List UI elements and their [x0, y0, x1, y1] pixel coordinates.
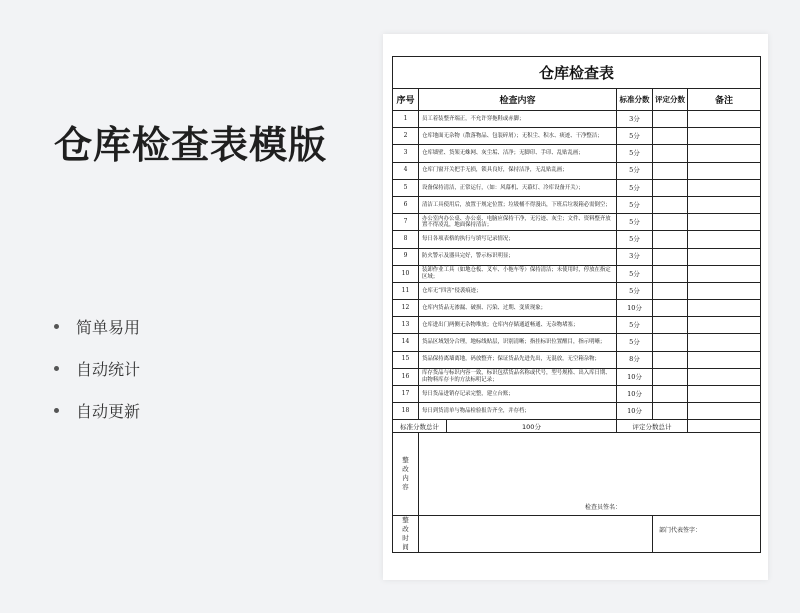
row-remark[interactable] — [688, 317, 761, 334]
dept-sign-field[interactable] — [653, 516, 761, 553]
row-standard-score: 5分 — [617, 282, 653, 299]
row-rating-score[interactable] — [653, 248, 688, 265]
row-rating-score[interactable] — [653, 334, 688, 351]
table-row — [393, 265, 761, 282]
row-standard-score: 5分 — [617, 162, 653, 179]
row-content: 库存货品与标识内容一致，标识包括货品名称或代号，型号规格、出入库日期、由物料库存卡的方法标明记录； — [419, 368, 617, 385]
row-content: 防火警示及器具完好，警示标识明显； — [419, 248, 617, 265]
row-rating-score[interactable] — [653, 162, 688, 179]
row-standard-score: 10分 — [617, 403, 653, 420]
row-content: 员工着装整齐端正，不允许穿拖鞋或赤脚； — [419, 111, 617, 128]
inspector-sign-label: 检查员签名： — [585, 504, 622, 512]
table-row — [393, 368, 761, 385]
row-remark[interactable] — [688, 214, 761, 231]
feature-label: 简单易用 — [76, 318, 141, 337]
row-standard-score: 5分 — [617, 231, 653, 248]
row-standard-score: 5分 — [617, 128, 653, 145]
row-standard-score: 5分 — [617, 334, 653, 351]
row-remark[interactable] — [688, 162, 761, 179]
row-standard-score: 10分 — [617, 368, 653, 385]
row-remark[interactable] — [688, 231, 761, 248]
row-content: 仓库门窗开关把手无损，锁具良好，保持洁净，无乱贴乱画； — [419, 162, 617, 179]
table-row — [393, 300, 761, 317]
feature-label: 自动统计 — [76, 360, 141, 379]
row-remark[interactable] — [688, 111, 761, 128]
row-content: 仓库内货品无渗漏、破损、污染、过期、变质现象； — [419, 300, 617, 317]
dept-sign-label: 部门代表签字： — [659, 527, 702, 535]
row-number: 5 — [393, 179, 419, 196]
row-standard-score: 3分 — [617, 248, 653, 265]
row-remark[interactable] — [688, 282, 761, 299]
row-number: 16 — [393, 368, 419, 385]
total-rating-value[interactable] — [688, 420, 761, 433]
row-standard-score: 10分 — [617, 300, 653, 317]
rectify-time-field[interactable] — [419, 516, 653, 553]
table-row — [393, 145, 761, 162]
bullet-icon — [54, 408, 59, 413]
row-rating-score[interactable] — [653, 265, 688, 282]
row-content: 清洁工具使用后，放置于规定位置；垃圾桶不得漫出，下班后垃圾箱必需倒空； — [419, 196, 617, 213]
row-number: 17 — [393, 386, 419, 403]
row-number: 11 — [393, 282, 419, 299]
row-rating-score[interactable] — [653, 196, 688, 213]
row-rating-score[interactable] — [653, 282, 688, 299]
rectify-time-label: 整 改 时 间 — [393, 516, 419, 553]
rectify-content-label: 整 改 内 容 — [393, 433, 419, 516]
row-content: 每日各项表格的执行与填写记录情况； — [419, 231, 617, 248]
row-remark[interactable] — [688, 179, 761, 196]
row-content: 办公室内办公桌、办公桌、电脑应保持干净，无污迹、灰尘；文件、资料整齐放置不得凌乱，地面保持清洁； — [419, 214, 617, 231]
header-no: 序号 — [393, 89, 419, 111]
header-remark: 备注 — [688, 89, 761, 111]
table-row — [393, 403, 761, 420]
total-label: 标准分数总计 — [393, 420, 447, 432]
row-standard-score: 3分 — [617, 111, 653, 128]
row-rating-score[interactable] — [653, 351, 688, 368]
table-row — [393, 317, 761, 334]
row-rating-score[interactable] — [653, 128, 688, 145]
inspection-sheet — [383, 34, 768, 580]
table-row — [393, 179, 761, 196]
row-number: 8 — [393, 231, 419, 248]
row-remark[interactable] — [688, 196, 761, 213]
row-number: 4 — [393, 162, 419, 179]
row-number: 15 — [393, 351, 419, 368]
total-rating-label: 评定分数总计 — [617, 420, 688, 433]
row-rating-score[interactable] — [653, 317, 688, 334]
table-row — [393, 196, 761, 213]
sheet-title: 仓库检查表 — [393, 57, 761, 89]
row-remark[interactable] — [688, 334, 761, 351]
row-standard-score: 5分 — [617, 179, 653, 196]
row-rating-score[interactable] — [653, 145, 688, 162]
table-row — [393, 334, 761, 351]
header-standard-score: 标准分数 — [617, 89, 653, 111]
row-rating-score[interactable] — [653, 214, 688, 231]
row-content: 仓库墙壁、货架无蛛网、灰尘垢、洁净；无脚印、手印、乱贴乱画； — [419, 145, 617, 162]
row-remark[interactable] — [688, 351, 761, 368]
page-title: 仓库检查表模版 — [54, 123, 328, 167]
row-content: 仓库进出门两侧无杂物堆放；仓库内存储通道畅通、无杂物堵塞； — [419, 317, 617, 334]
bullet-icon — [54, 366, 59, 371]
table-row — [393, 128, 761, 145]
row-number: 1 — [393, 111, 419, 128]
row-standard-score: 5分 — [617, 145, 653, 162]
row-standard-score: 5分 — [617, 214, 653, 231]
row-standard-score: 5分 — [617, 317, 653, 334]
feature-item — [54, 358, 140, 379]
row-remark[interactable] — [688, 145, 761, 162]
header-rating-score: 评定分数 — [653, 89, 688, 111]
row-number: 13 — [393, 317, 419, 334]
row-rating-score[interactable] — [653, 368, 688, 385]
feature-item — [54, 400, 140, 421]
rectify-content-field[interactable] — [419, 433, 761, 516]
feature-label: 自动更新 — [76, 402, 141, 421]
row-content: 货品区域划分合理，地标线贴层，识别清晰；指挂标识位置醒目，指示明晰； — [419, 334, 617, 351]
table-row — [393, 231, 761, 248]
row-remark[interactable] — [688, 368, 761, 385]
row-standard-score: 8分 — [617, 351, 653, 368]
row-number: 12 — [393, 300, 419, 317]
row-rating-score[interactable] — [653, 386, 688, 403]
row-number: 3 — [393, 145, 419, 162]
table-row — [393, 214, 761, 231]
row-remark[interactable] — [688, 386, 761, 403]
row-standard-score: 5分 — [617, 196, 653, 213]
row-content: 每日到货清单与物品检验报告齐全，并存档； — [419, 403, 617, 420]
row-number: 6 — [393, 196, 419, 213]
row-number: 14 — [393, 334, 419, 351]
table-row — [393, 162, 761, 179]
feature-item — [54, 316, 140, 337]
total-row — [393, 420, 761, 433]
table-row — [393, 351, 761, 368]
rectify-time-row — [393, 516, 761, 553]
row-content: 设备保持清洁，正常运行，（如：风幕机、天幕灯、冷库设备开关）； — [419, 179, 617, 196]
table-row — [393, 248, 761, 265]
row-rating-score[interactable] — [653, 179, 688, 196]
header-content: 检查内容 — [419, 89, 617, 111]
row-rating-score[interactable] — [653, 300, 688, 317]
row-number: 10 — [393, 265, 419, 282]
row-rating-score[interactable] — [653, 231, 688, 248]
row-remark[interactable] — [688, 265, 761, 282]
total-value: 100分 — [522, 422, 541, 431]
row-content: 每日货品进销存记录完整，建立台账； — [419, 386, 617, 403]
row-content: 仓库无“四害”侵袭痕迹； — [419, 282, 617, 299]
row-remark[interactable] — [688, 403, 761, 420]
table-row — [393, 386, 761, 403]
table-row — [393, 111, 761, 128]
bullet-icon — [54, 324, 59, 329]
row-number: 2 — [393, 128, 419, 145]
row-content: 仓库地面无杂物（散落物品、包装碎屑）；无积尘、积水、痰迹、干净整洁； — [419, 128, 617, 145]
rectify-content-row — [393, 433, 761, 516]
row-remark[interactable] — [688, 248, 761, 265]
row-remark[interactable] — [688, 300, 761, 317]
row-number: 18 — [393, 403, 419, 420]
table-row — [393, 282, 761, 299]
row-content: 装卸作业工具（如地仓板、叉车、小拖车等）保持清洁；未使用时，停放在指定区域； — [419, 265, 617, 282]
row-standard-score: 10分 — [617, 386, 653, 403]
row-standard-score: 5分 — [617, 265, 653, 282]
row-number: 9 — [393, 248, 419, 265]
inspection-table — [392, 56, 761, 553]
row-remark[interactable] — [688, 128, 761, 145]
row-number: 7 — [393, 214, 419, 231]
row-content: 货品保持离墙离地，码放整齐；保证货品先进先出，无混放，无空箱杂物； — [419, 351, 617, 368]
feature-list — [54, 316, 140, 442]
row-rating-score[interactable] — [653, 403, 688, 420]
header-row — [393, 89, 761, 111]
row-rating-score[interactable] — [653, 111, 688, 128]
